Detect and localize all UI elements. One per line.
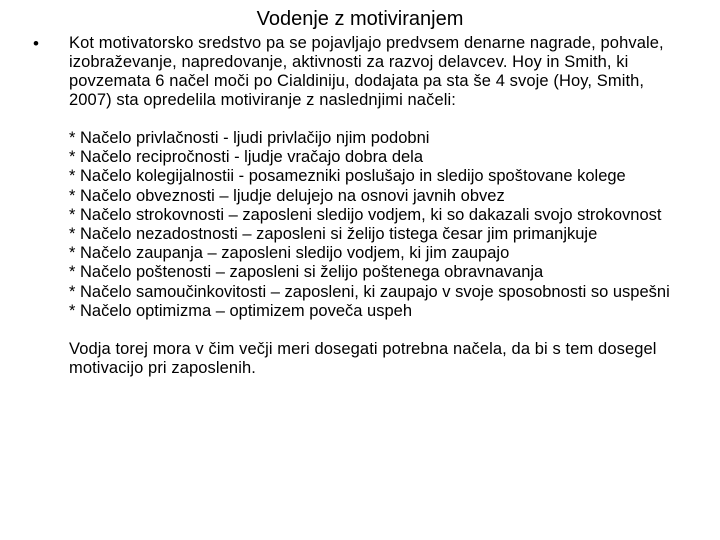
principle-item: * Načelo strokovnosti – zaposleni sledijo vodjem, ki so dakazali svojo strokovnost: [69, 205, 662, 224]
principle-item: * Načelo zaupanja – zaposleni sledijo vodjem, ki jim zaupajo: [69, 244, 510, 263]
bullet-item: [33, 34, 693, 378]
principle-item: * Načelo optimizma – optimizem poveča uspeh: [69, 301, 412, 320]
principle-item: * Načelo poštenosti – zaposleni si želijo poštenega obravnavanja: [69, 263, 544, 282]
conclusion-paragraph: Vodja torej mora v čim večji meri dosegati potrebna načela, da bi s tem dosegel motivacijo pri zaposlenih.: [69, 340, 657, 378]
slide-content: [33, 34, 693, 378]
intro-paragraph: Kot motivatorsko sredstvo pa se pojavljajo predvsem denarne nagrade, pohvale, izobraževanje, napredovanje, aktivnosti za razvoj delavcev. Hoy in Smith, ki povzemata 6 načel moči po Cialdiniju, dodajata pa sta še 4 svoje (Hoy, Smith, 2007) sta opredelila motiviranje z naslednjimi načeli:: [69, 34, 664, 109]
principle-item: * Načelo obveznosti – ljudje delujejo na osnovi javnih obvez: [69, 186, 505, 205]
principle-item: * Načelo kolegijalnostii - posamezniki poslušajo in sledijo spoštovane kolege: [69, 167, 626, 186]
principles-list: [69, 129, 693, 321]
principle-item: * Načelo privlačnosti - ljudi privlačijo njim podobni: [69, 129, 430, 147]
principle-item: * Načelo samoučinkovitosti – zaposleni, ki zaupajo v svoje sposobnosti so uspešni: [69, 282, 670, 301]
principle-item: * Načelo recipročnosti - ljudje vračajo dobra dela: [69, 148, 424, 167]
bullet-icon: •: [33, 34, 39, 53]
principle-item: * Načelo nezadostnosti – zaposleni si želijo tistega česar jim primanjkuje: [69, 225, 598, 244]
slide-title: Vodenje z motiviranjem: [256, 8, 464, 30]
